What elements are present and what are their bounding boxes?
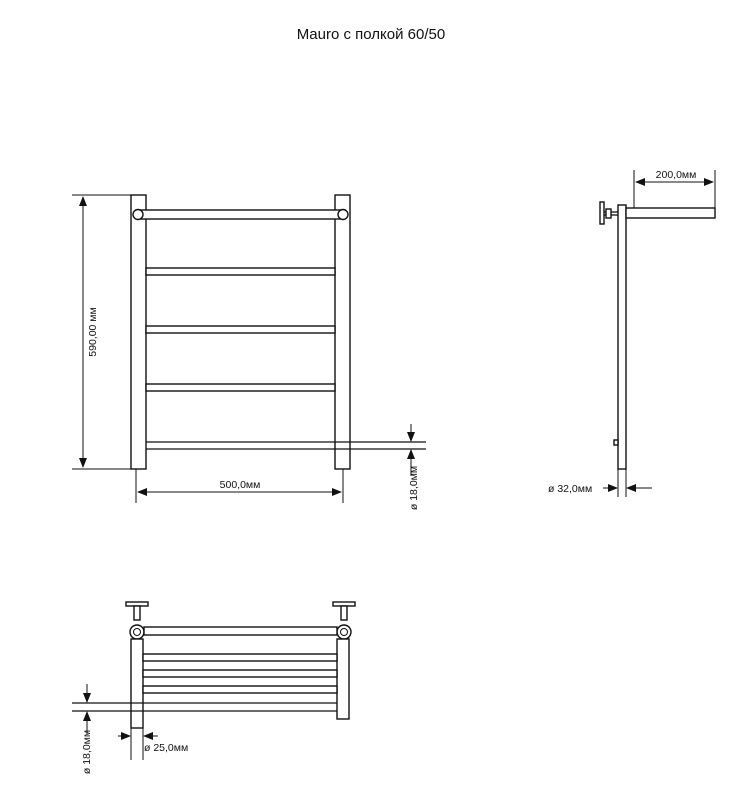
side-connector bbox=[614, 440, 618, 445]
bottom-pipe-diameter-dimension bbox=[118, 728, 188, 760]
top-rung-diameter-dimension bbox=[81, 684, 93, 774]
rung-2 bbox=[146, 326, 335, 333]
rung-1 bbox=[146, 268, 335, 275]
height-label: 590,00 мм bbox=[87, 307, 99, 357]
front-view bbox=[131, 195, 426, 469]
top-right-cap bbox=[338, 210, 348, 220]
right-mount-joint bbox=[337, 625, 351, 639]
rung-diameter-dimension bbox=[408, 424, 420, 510]
left-upright bbox=[131, 195, 146, 469]
depth-dimension bbox=[634, 169, 715, 208]
top-view bbox=[72, 602, 355, 728]
side-upright bbox=[618, 205, 626, 469]
drawing-title: Mauro с полкой 60/50 bbox=[296, 26, 446, 43]
top-rail bbox=[140, 210, 342, 219]
top-left-cap bbox=[133, 210, 143, 220]
pipe-diameter-dimension bbox=[548, 469, 652, 497]
top-shelf-rail bbox=[144, 627, 337, 635]
depth-label: 200,0мм bbox=[655, 169, 697, 181]
rung-3 bbox=[146, 384, 335, 391]
rung-diameter-label: ø 18,0мм bbox=[408, 465, 420, 511]
top-left-upright bbox=[131, 639, 143, 728]
right-upright bbox=[335, 195, 350, 469]
height-dimension bbox=[72, 195, 131, 469]
wall-mount-plate bbox=[600, 202, 604, 224]
top-rung-1 bbox=[143, 654, 337, 661]
top-rung-2 bbox=[143, 670, 337, 677]
top-rung-3 bbox=[143, 686, 337, 693]
left-mount-joint bbox=[130, 625, 144, 639]
width-dimension bbox=[136, 469, 343, 503]
pipe-diameter-label: ø 32,0мм bbox=[548, 483, 593, 495]
width-label: 500,0мм bbox=[219, 479, 261, 491]
top-rung-diameter-label: ø 18,0мм bbox=[81, 729, 93, 775]
side-view bbox=[600, 202, 715, 469]
side-shelf bbox=[626, 208, 715, 218]
top-right-upright bbox=[337, 639, 349, 719]
bottom-pipe-diameter-label: ø 25,0мм bbox=[144, 742, 189, 754]
